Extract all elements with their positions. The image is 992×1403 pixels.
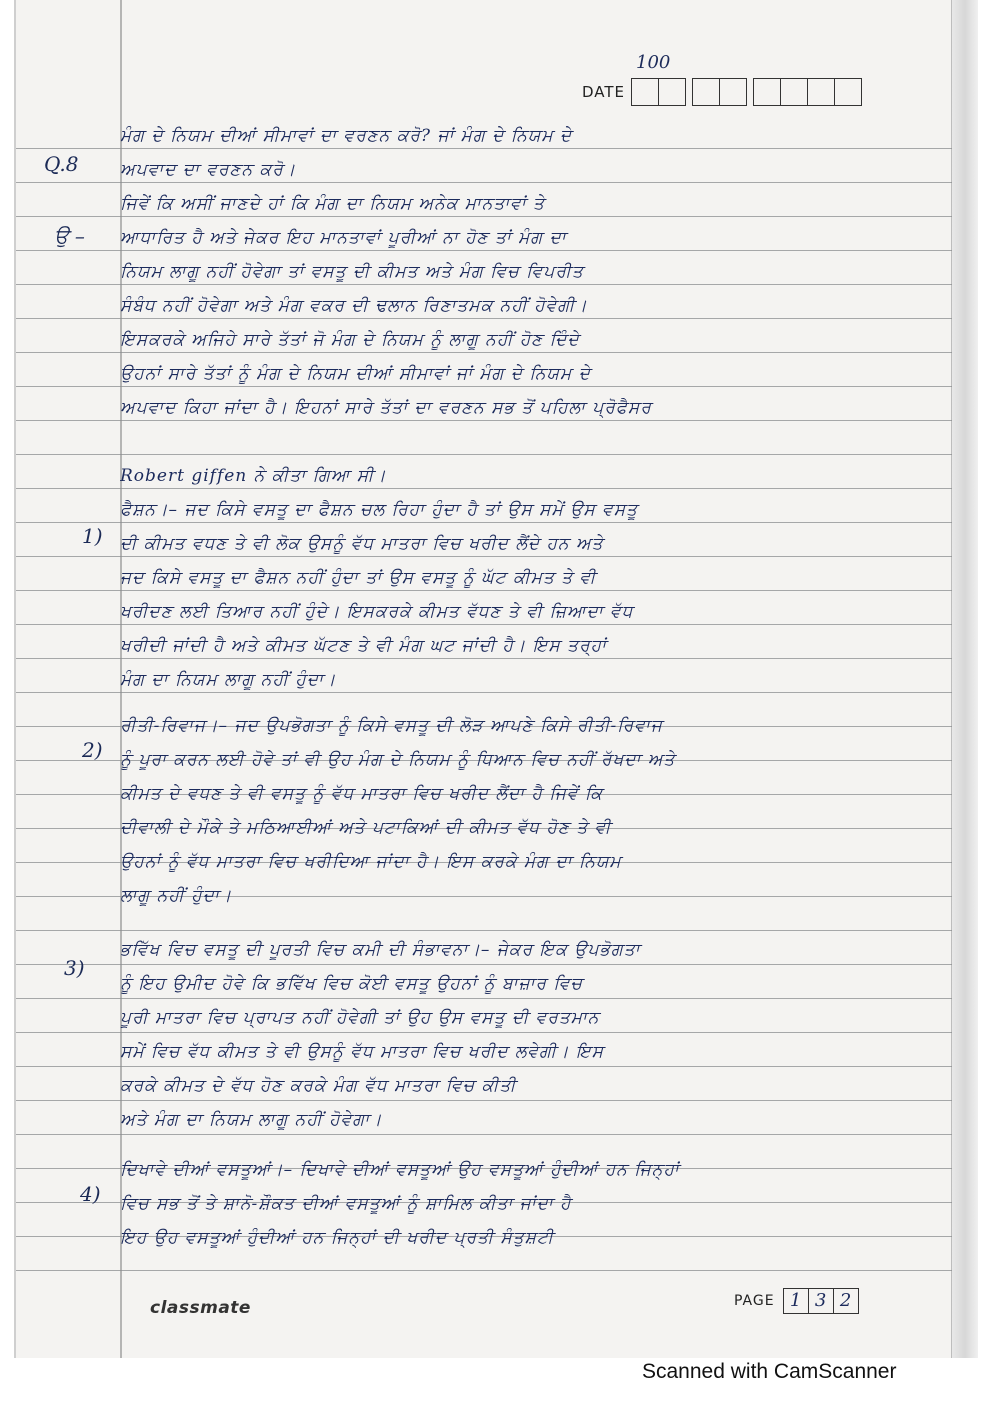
page-digit: 1 <box>784 1289 809 1313</box>
date-field <box>582 78 862 106</box>
ruled-line <box>16 1066 952 1067</box>
ruled-line <box>16 420 952 421</box>
ruled-line <box>16 318 952 319</box>
ruled-line <box>16 386 952 387</box>
text-line: ਮੰਗ ਦਾ ਨਿਯਮ ਲਾਗੂ ਨਹੀਂ ਹੁੰਦਾ। <box>120 670 337 690</box>
ruled-line <box>16 284 952 285</box>
text-line: ਦੀ ਕੀਮਤ ਵਧਣ ਤੇ ਵੀ ਲੋਕ ਉਸਨੂੰ ਵੱਧ ਮਾਤਰਾ ਵਿਚ ਖਰੀਦ ਲੈਂਦੇ ਹਨ ਅਤੇ <box>120 534 604 554</box>
ruled-line <box>16 1032 952 1033</box>
ruled-line <box>16 556 952 557</box>
ruled-line <box>16 658 952 659</box>
date-label: DATE <box>582 83 626 101</box>
text-line: ਰੀਤੀ-ਰਿਵਾਜ।– ਜਦ ਉਪਭੋਗਤਾ ਨੂੰ ਕਿਸੇ ਵਸਤੂ ਦੀ ਲੋੜ ਆਪਣੇ ਕਿਸੇ ਰੀਤੀ-ਰਿਵਾਜ <box>120 716 663 736</box>
text-line: ਭਵਿੱਖ ਵਿਚ ਵਸਤੂ ਦੀ ਪੂਰਤੀ ਵਿਚ ਕਮੀ ਦੀ ਸੰਭਾਵਨਾ।– ਜੇਕਰ ਇਕ ਉਪਭੋਗਤਾ <box>120 940 641 960</box>
text-line: ਮੰਗ ਦੇ ਨਿਯਮ ਦੀਆਂ ਸੀਮਾਵਾਂ ਦਾ ਵਰਣਨ ਕਰੋ? ਜਾਂ ਮੰਗ ਦੇ ਨਿਯਮ ਦੇ <box>120 126 573 146</box>
date-boxes <box>631 78 686 106</box>
text-line: ਇਸਕਰਕੇ ਅਜਿਹੇ ਸਾਰੇ ਤੱਤਾਂ ਜੋ ਮੰਗ ਦੇ ਨਿਯਮ ਨੂੰ ਲਾਗੂ ਨਹੀਂ ਹੋਣ ਦਿੰਦੇ <box>120 330 580 350</box>
ruled-line <box>16 1134 952 1135</box>
text-line: ਫੈਸ਼ਨ।– ਜਦ ਕਿਸੇ ਵਸਤੂ ਦਾ ਫੈਸ਼ਨ ਚਲ ਰਿਹਾ ਹੁੰਦਾ ਹੈ ਤਾਂ ਉਸ ਸਮੇਂ ਉਸ ਵਸਤੂ <box>120 500 638 520</box>
date-boxes <box>753 78 862 106</box>
item-number: 3) <box>64 956 85 980</box>
ruled-line <box>16 182 952 183</box>
ruled-line <box>16 1100 952 1101</box>
item-number: 1) <box>82 524 103 548</box>
page-number-field <box>734 1288 859 1314</box>
text-line: ਕੀਮਤ ਦੇ ਵਧਣ ਤੇ ਵੀ ਵਸਤੂ ਨੂੰ ਵੱਧ ਮਾਤਰਾ ਵਿਚ ਖਰੀਦ ਲੈਂਦਾ ਹੈ ਜਿਵੇਂ ਕਿ <box>120 784 603 804</box>
ruled-line <box>16 352 952 353</box>
text-line: ਖਰੀਦਣ ਲਈ ਤਿਆਰ ਨਹੀਂ ਹੁੰਦੇ। ਇਸਕਰਕੇ ਕੀਮਤ ਵੱਧਣ ਤੇ ਵੀ ਜ਼ਿਆਦਾ ਵੱਧ <box>120 602 634 622</box>
ruled-line <box>16 590 952 591</box>
ruled-line <box>16 250 952 251</box>
scanner-watermark: Scanned with CamScanner <box>642 1360 897 1383</box>
text-line: ਖਰੀਦੀ ਜਾਂਦੀ ਹੈ ਅਤੇ ਕੀਮਤ ਘੱਟਣ ਤੇ ਵੀ ਮੰਗ ਘਟ ਜਾਂਦੀ ਹੈ। ਇਸ ਤਰ੍ਹਾਂ <box>120 636 607 656</box>
text-line: Robert giffen ਨੇ ਕੀਤਾ ਗਿਆ ਸੀ। <box>120 466 387 486</box>
text-line: ਦੀਵਾਲੀ ਦੇ ਮੌਕੇ ਤੇ ਮਠਿਆਈਆਂ ਅਤੇ ਪਟਾਕਿਆਂ ਦੀ ਕੀਮਤ ਵੱਧ ਹੋਣ ਤੇ ਵੀ <box>120 818 612 838</box>
text-line: ਉਹਨਾਂ ਸਾਰੇ ਤੱਤਾਂ ਨੂੰ ਮੰਗ ਦੇ ਨਿਯਮ ਦੀਆਂ ਸੀਮਾਵਾਂ ਜਾਂ ਮੰਗ ਦੇ ਨਿਯਮ ਦੇ <box>120 364 591 384</box>
text-line: ਜਦ ਕਿਸੇ ਵਸਤੂ ਦਾ ਫੈਸ਼ਨ ਨਹੀਂ ਹੁੰਦਾ ਤਾਂ ਉਸ ਵਸਤੂ ਨੂੰ ਘੱਟ ਕੀਮਤ ਤੇ ਵੀ <box>120 568 597 588</box>
spiral-binding <box>951 0 978 1358</box>
item-number: 2) <box>82 738 103 762</box>
page-label: PAGE <box>734 1293 775 1309</box>
text-line: ਕਰਕੇ ਕੀਮਤ ਦੇ ਵੱਧ ਹੋਣ ਕਰਕੇ ਮੰਗ ਵੱਧ ਮਾਤਰਾ ਵਿਚ ਕੀਤੀ <box>120 1076 517 1096</box>
text-line: ਵਿਚ ਸਭ ਤੋਂ ਤੇ ਸ਼ਾਨੋ-ਸ਼ੌਕਤ ਦੀਆਂ ਵਸਤੂਆਂ ਨੂੰ ਸ਼ਾਮਿਲ ਕੀਤਾ ਜਾਂਦਾ ਹੈ <box>120 1194 572 1214</box>
text-line: ਅਤੇ ਮੰਗ ਦਾ ਨਿਯਮ ਲਾਗੂ ਨਹੀਂ ਹੋਵੇਗਾ। <box>120 1110 383 1130</box>
ruled-line <box>16 216 952 217</box>
page-digit: 3 <box>809 1289 834 1313</box>
ruled-line <box>16 964 952 965</box>
ruled-line <box>16 488 952 489</box>
ruled-line <box>16 930 952 931</box>
answer-label: ਉ – <box>54 224 85 248</box>
ruled-line <box>16 998 952 999</box>
text-line: ਦਿਖਾਵੇ ਦੀਆਂ ਵਸਤੂਆਂ।– ਦਿਖਾਵੇ ਦੀਆਂ ਵਸਤੂਆਂ ਉਹ ਵਸਤੂਆਂ ਹੁੰਦੀਆਂ ਹਨ ਜਿਨ੍ਹਾਂ <box>120 1160 680 1180</box>
text-line: ਪੂਰੀ ਮਾਤਰਾ ਵਿਚ ਪ੍ਰਾਪਤ ਨਹੀਂ ਹੋਵੇਗੀ ਤਾਂ ਉਹ ਉਸ ਵਸਤੂ ਦੀ ਵਰਤਮਾਨ <box>120 1008 600 1028</box>
text-line: ਸੰਬੰਧ ਨਹੀਂ ਹੋਵੇਗਾ ਅਤੇ ਮੰਗ ਵਕਰ ਦੀ ਢਲਾਨ ਰਿਣਾਤਮਕ ਨਹੀਂ ਹੋਵੇਗੀ। <box>120 296 588 316</box>
text-line: ਨਿਯਮ ਲਾਗੂ ਨਹੀਂ ਹੋਵੇਗਾ ਤਾਂ ਵਸਤੂ ਦੀ ਕੀਮਤ ਅਤੇ ਮੰਗ ਵਿਚ ਵਿਪਰੀਤ <box>120 262 584 282</box>
page-boxes <box>783 1288 859 1314</box>
brand-logo: classmate <box>150 1298 251 1318</box>
date-boxes <box>692 78 747 106</box>
ruled-line <box>16 1270 952 1271</box>
ruled-line <box>16 522 952 523</box>
ruled-line <box>16 624 952 625</box>
page-digit: 2 <box>839 1290 852 1311</box>
text-line: ਆਧਾਰਿਤ ਹੈ ਅਤੇ ਜੇਕਰ ਇਹ ਮਾਨਤਾਵਾਂ ਪੂਰੀਆਂ ਨਾ ਹੋਣ ਤਾਂ ਮੰਗ ਦਾ <box>120 228 567 248</box>
text-line: ਇਹ ਉਹ ਵਸਤੂਆਂ ਹੁੰਦੀਆਂ ਹਨ ਜਿਨ੍ਹਾਂ ਦੀ ਖਰੀਦ ਪ੍ਰਤੀ ਸੰਤੁਸ਼ਟੀ <box>120 1228 554 1248</box>
top-number: 100 <box>636 52 671 73</box>
text-line: ਜਿਵੇਂ ਕਿ ਅਸੀਂ ਜਾਣਦੇ ਹਾਂ ਕਿ ਮੰਗ ਦਾ ਨਿਯਮ ਅਨੇਕ ਮਾਨਤਾਵਾਂ ਤੇ <box>120 194 545 214</box>
question-number: Q.8 <box>44 152 79 176</box>
text-line: ਅਪਵਾਦ ਦਾ ਵਰਣਨ ਕਰੋ। <box>120 160 297 180</box>
ruled-line <box>16 454 952 455</box>
text-line: ਲਾਗੂ ਨਹੀਂ ਹੁੰਦਾ। <box>120 886 233 906</box>
ruled-line <box>16 692 952 693</box>
text-line: ਨੂੰ ਇਹ ਉਮੀਦ ਹੋਵੇ ਕਿ ਭਵਿੱਖ ਵਿਚ ਕੋਈ ਵਸਤੂ ਉਹਨਾਂ ਨੂੰ ਬਾਜ਼ਾਰ ਵਿਚ <box>120 974 583 994</box>
text-line: ਸਮੇਂ ਵਿਚ ਵੱਧ ਕੀਮਤ ਤੇ ਵੀ ਉਸਨੂੰ ਵੱਧ ਮਾਤਰਾ ਵਿਚ ਖਰੀਦ ਲਵੇਗੀ। ਇਸ <box>120 1042 604 1062</box>
text-line: ਅਪਵਾਦ ਕਿਹਾ ਜਾਂਦਾ ਹੈ। ਇਹਨਾਂ ਸਾਰੇ ਤੱਤਾਂ ਦਾ ਵਰਣਨ ਸਭ ਤੋਂ ਪਹਿਲਾ ਪ੍ਰੋਫੈਸਰ <box>120 398 652 418</box>
ruled-line <box>16 148 952 149</box>
text-line: ਉਹਨਾਂ ਨੂੰ ਵੱਧ ਮਾਤਰਾ ਵਿਚ ਖਰੀਦਿਆ ਜਾਂਦਾ ਹੈ। ਇਸ ਕਰਕੇ ਮੰਗ ਦਾ ਨਿਯਮ <box>120 852 622 872</box>
item-number: 4) <box>80 1182 101 1206</box>
text-line: ਨੂੰ ਪੂਰਾ ਕਰਨ ਲਈ ਹੋਵੇ ਤਾਂ ਵੀ ਉਹ ਮੰਗ ਦੇ ਨਿਯਮ ਨੂੰ ਧਿਆਨ ਵਿਚ ਨਹੀਂ ਰੱਖਦਾ ਅਤੇ <box>120 750 676 770</box>
